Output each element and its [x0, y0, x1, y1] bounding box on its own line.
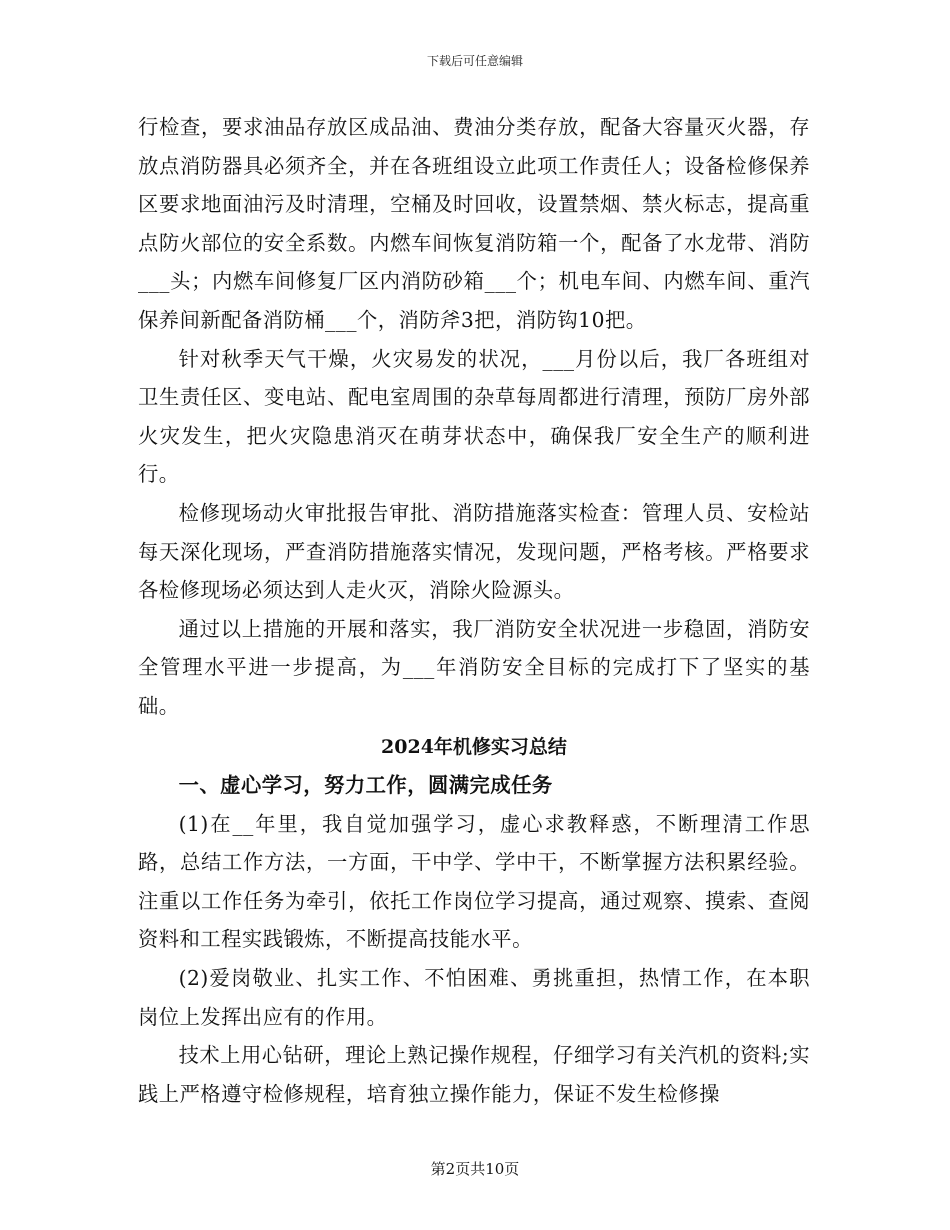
paragraph: 通过以上措施的开展和落实，我厂消防安全状况进一步稳固，消防安全管理水平进一步提高，为___年消防安全目标的完成打下了坚实的基础。	[138, 616, 810, 718]
document-body	[138, 108, 810, 1113]
paragraph: 针对秋季天气干燥，火灾易发的状况，___月份以后，我厂各班组对卫生责任区、变电站、配电室周围的杂草每周都进行清理，预防厂房外部火灾发生，把火灾隐患消灭在萌芽状态中，确保我厂安全生产的顺利进行。	[138, 346, 810, 487]
paragraph: 行检查，要求油品存放区成品油、费油分类存放，配备大容量灭火器，存放点消防器具必须齐全，并在各班组设立此项工作责任人；设备检修保养区要求地面油污及时清理，空桶及时回收，设置禁烟、禁火标志，提高重点防火部位的安全系数。内燃车间恢复消防箱一个，配备了水龙带、消防___头；内燃车间修复厂区内消防砂箱___个；机电车间、内燃车间、重汽保养间新配备消防桶___个，消防斧3把，消防钩10把。	[138, 115, 810, 332]
paragraph: (1)在__年里，我自觉加强学习，虚心求教释惑，不断理清工作思路，总结工作方法，一方面，干中学、学中干，不断掌握方法积累经验。注重以工作任务为牵引，依托工作岗位学习提高，通过观察、摸索、查阅资料和工程实践锻炼，不断提高技能水平。	[138, 811, 810, 952]
paragraph: 检修现场动火审批报告审批、消防措施落实检查：管理人员、安检站每天深化现场，严查消防措施落实情况，发现问题，严格考核。严格要求各检修现场必须达到人走火灭，消除火险源头。	[138, 500, 810, 603]
section-heading: 一、虚心学习，努力工作，圆满完成任务	[178, 773, 553, 798]
paragraph: 技术上用心钻研，理论上熟记操作规程，仔细学习有关汽机的资料;实践上严格遵守检修规程，培育独立操作能力，保证不发生检修操	[138, 1043, 810, 1106]
page-footer: 第2页共10页	[430, 1160, 520, 1178]
page-header: 下载后可任意编辑	[426, 54, 523, 68]
document-title: 2024年机修实习总结	[381, 735, 567, 758]
paragraph: (2)爱岗敬业、扎实工作、不怕困难、勇挑重担，热情工作，在本职岗位上发挥出应有的作用。	[138, 966, 810, 1029]
